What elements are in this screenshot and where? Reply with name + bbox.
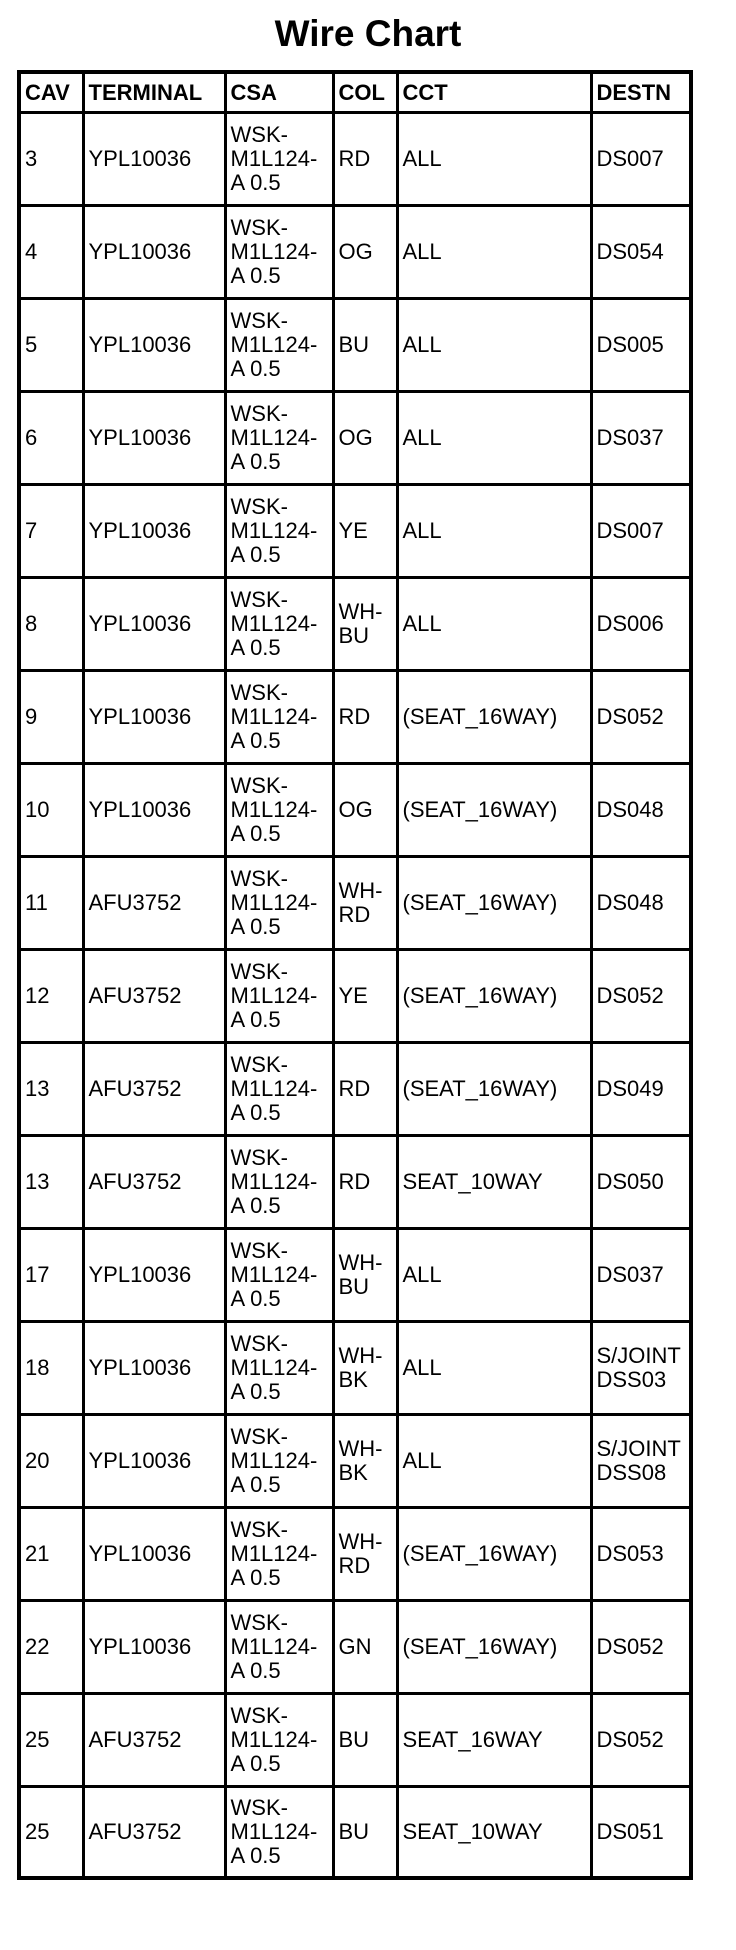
cav-cell: 3 <box>19 113 83 206</box>
col-cell: OG <box>333 392 397 485</box>
col-cell: BU <box>333 1694 397 1787</box>
table-row <box>19 1043 691 1136</box>
csa-cell: WSK- M1L124- A 0.5 <box>225 950 333 1043</box>
cct-cell: ALL <box>397 206 591 299</box>
destn-cell: DS048 <box>591 764 691 857</box>
table-row <box>19 857 691 950</box>
destn-cell: DS007 <box>591 485 691 578</box>
destn-cell: DS052 <box>591 671 691 764</box>
terminal-cell: AFU3752 <box>83 1043 225 1136</box>
col-cell: RD <box>333 1043 397 1136</box>
cav-cell: 22 <box>19 1601 83 1694</box>
cav-cell: 21 <box>19 1508 83 1601</box>
cct-cell: SEAT_10WAY <box>397 1136 591 1229</box>
terminal-cell: YPL10036 <box>83 1508 225 1601</box>
csa-cell: WSK- M1L124- A 0.5 <box>225 1322 333 1415</box>
col-cell: WH- BU <box>333 1229 397 1322</box>
terminal-cell: AFU3752 <box>83 1136 225 1229</box>
terminal-cell: YPL10036 <box>83 1229 225 1322</box>
table-row <box>19 950 691 1043</box>
cav-cell: 7 <box>19 485 83 578</box>
csa-cell: WSK- M1L124- A 0.5 <box>225 1415 333 1508</box>
destn-cell: DS049 <box>591 1043 691 1136</box>
col-cell: RD <box>333 113 397 206</box>
cav-cell: 10 <box>19 764 83 857</box>
csa-cell: WSK- M1L124- A 0.5 <box>225 764 333 857</box>
destn-cell: DS037 <box>591 392 691 485</box>
terminal-cell: YPL10036 <box>83 578 225 671</box>
cct-cell: ALL <box>397 1415 591 1508</box>
csa-cell: WSK- M1L124- A 0.5 <box>225 299 333 392</box>
header-row <box>19 72 691 113</box>
cct-cell: ALL <box>397 299 591 392</box>
destn-cell: S/JOINT DSS03 <box>591 1322 691 1415</box>
terminal-cell: YPL10036 <box>83 1415 225 1508</box>
csa-cell: WSK- M1L124- A 0.5 <box>225 671 333 764</box>
table-row <box>19 485 691 578</box>
cct-cell: (SEAT_16WAY) <box>397 764 591 857</box>
cct-cell: ALL <box>397 392 591 485</box>
cct-cell: ALL <box>397 578 591 671</box>
cav-cell: 4 <box>19 206 83 299</box>
cct-cell: (SEAT_16WAY) <box>397 1601 591 1694</box>
cct-cell: (SEAT_16WAY) <box>397 1043 591 1136</box>
csa-cell: WSK- M1L124- A 0.5 <box>225 485 333 578</box>
col-cell: WH- BK <box>333 1415 397 1508</box>
column-header-destn: DESTN <box>591 72 691 113</box>
csa-cell: WSK- M1L124- A 0.5 <box>225 1229 333 1322</box>
table-row <box>19 1601 691 1694</box>
csa-cell: WSK- M1L124- A 0.5 <box>225 392 333 485</box>
csa-cell: WSK- M1L124- A 0.5 <box>225 1508 333 1601</box>
cct-cell: ALL <box>397 1322 591 1415</box>
cav-cell: 8 <box>19 578 83 671</box>
destn-cell: DS005 <box>591 299 691 392</box>
wire-chart-table <box>17 70 693 1880</box>
terminal-cell: AFU3752 <box>83 1694 225 1787</box>
csa-cell: WSK- M1L124- A 0.5 <box>225 1787 333 1879</box>
terminal-cell: YPL10036 <box>83 1601 225 1694</box>
col-cell: YE <box>333 950 397 1043</box>
cct-cell: (SEAT_16WAY) <box>397 671 591 764</box>
csa-cell: WSK- M1L124- A 0.5 <box>225 1601 333 1694</box>
column-header-col: COL <box>333 72 397 113</box>
col-cell: YE <box>333 485 397 578</box>
terminal-cell: YPL10036 <box>83 392 225 485</box>
cav-cell: 9 <box>19 671 83 764</box>
col-cell: BU <box>333 1787 397 1879</box>
table-row <box>19 578 691 671</box>
terminal-cell: AFU3752 <box>83 857 225 950</box>
terminal-cell: YPL10036 <box>83 299 225 392</box>
terminal-cell: YPL10036 <box>83 113 225 206</box>
col-cell: WH- RD <box>333 1508 397 1601</box>
col-cell: OG <box>333 764 397 857</box>
col-cell: GN <box>333 1601 397 1694</box>
col-cell: WH- RD <box>333 857 397 950</box>
column-header-cct: CCT <box>397 72 591 113</box>
col-cell: BU <box>333 299 397 392</box>
terminal-cell: YPL10036 <box>83 1322 225 1415</box>
cct-cell: ALL <box>397 113 591 206</box>
col-cell: WH- BU <box>333 578 397 671</box>
table-row <box>19 113 691 206</box>
destn-cell: DS007 <box>591 113 691 206</box>
table-row <box>19 299 691 392</box>
csa-cell: WSK- M1L124- A 0.5 <box>225 1694 333 1787</box>
cav-cell: 6 <box>19 392 83 485</box>
cct-cell: SEAT_10WAY <box>397 1787 591 1879</box>
destn-cell: DS037 <box>591 1229 691 1322</box>
col-cell: WH- BK <box>333 1322 397 1415</box>
cav-cell: 13 <box>19 1136 83 1229</box>
cav-cell: 25 <box>19 1787 83 1879</box>
csa-cell: WSK- M1L124- A 0.5 <box>225 1136 333 1229</box>
cct-cell: (SEAT_16WAY) <box>397 857 591 950</box>
cav-cell: 12 <box>19 950 83 1043</box>
cav-cell: 5 <box>19 299 83 392</box>
csa-cell: WSK- M1L124- A 0.5 <box>225 857 333 950</box>
cav-cell: 20 <box>19 1415 83 1508</box>
table-row <box>19 1694 691 1787</box>
table-row <box>19 1229 691 1322</box>
cav-cell: 11 <box>19 857 83 950</box>
cav-cell: 18 <box>19 1322 83 1415</box>
table-row <box>19 1415 691 1508</box>
terminal-cell: AFU3752 <box>83 950 225 1043</box>
destn-cell: DS006 <box>591 578 691 671</box>
cav-cell: 17 <box>19 1229 83 1322</box>
cct-cell: (SEAT_16WAY) <box>397 950 591 1043</box>
table-row <box>19 1322 691 1415</box>
col-cell: RD <box>333 671 397 764</box>
table-row <box>19 764 691 857</box>
destn-cell: DS052 <box>591 950 691 1043</box>
csa-cell: WSK- M1L124- A 0.5 <box>225 206 333 299</box>
cct-cell: ALL <box>397 1229 591 1322</box>
column-header-csa: CSA <box>225 72 333 113</box>
cct-cell: SEAT_16WAY <box>397 1694 591 1787</box>
terminal-cell: AFU3752 <box>83 1787 225 1879</box>
column-header-terminal: TERMINAL <box>83 72 225 113</box>
column-header-cav: CAV <box>19 72 83 113</box>
table-row <box>19 1787 691 1879</box>
col-cell: RD <box>333 1136 397 1229</box>
table-row <box>19 1508 691 1601</box>
page-title: Wire Chart <box>274 13 462 54</box>
destn-cell: S/JOINT DSS08 <box>591 1415 691 1508</box>
destn-cell: DS052 <box>591 1601 691 1694</box>
terminal-cell: YPL10036 <box>83 671 225 764</box>
col-cell: OG <box>333 206 397 299</box>
terminal-cell: YPL10036 <box>83 206 225 299</box>
csa-cell: WSK- M1L124- A 0.5 <box>225 113 333 206</box>
table-row <box>19 392 691 485</box>
cav-cell: 25 <box>19 1694 83 1787</box>
cav-cell: 13 <box>19 1043 83 1136</box>
destn-cell: DS048 <box>591 857 691 950</box>
table-row <box>19 671 691 764</box>
destn-cell: DS051 <box>591 1787 691 1879</box>
destn-cell: DS053 <box>591 1508 691 1601</box>
table-row <box>19 206 691 299</box>
destn-cell: DS054 <box>591 206 691 299</box>
terminal-cell: YPL10036 <box>83 485 225 578</box>
csa-cell: WSK- M1L124- A 0.5 <box>225 578 333 671</box>
table-row <box>19 1136 691 1229</box>
terminal-cell: YPL10036 <box>83 764 225 857</box>
destn-cell: DS050 <box>591 1136 691 1229</box>
cct-cell: ALL <box>397 485 591 578</box>
destn-cell: DS052 <box>591 1694 691 1787</box>
cct-cell: (SEAT_16WAY) <box>397 1508 591 1601</box>
csa-cell: WSK- M1L124- A 0.5 <box>225 1043 333 1136</box>
